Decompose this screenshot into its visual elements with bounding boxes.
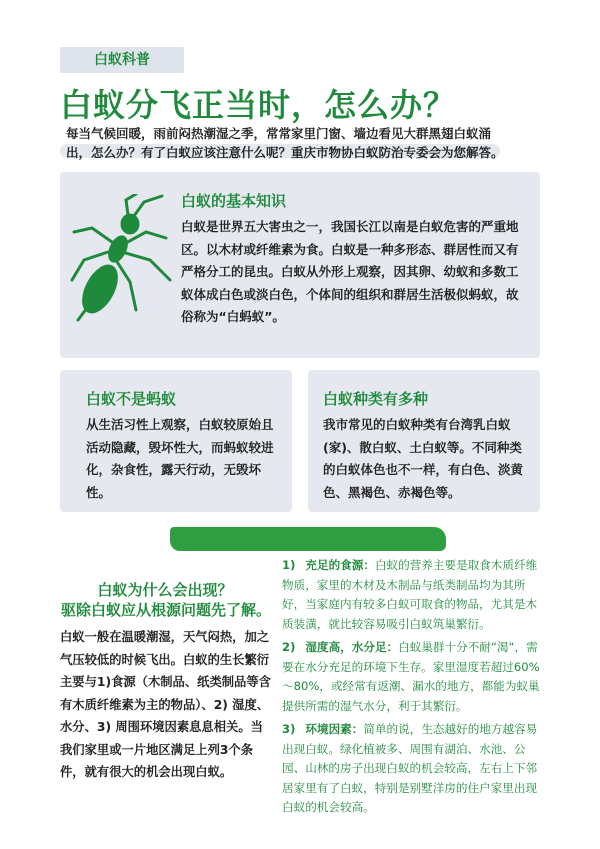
cause-item bbox=[282, 638, 544, 716]
cause-item bbox=[282, 720, 544, 818]
category-tag: 白蚁科普 bbox=[60, 47, 184, 73]
why-body: 白蚁一般在温暖潮湿，天气闷热，加之气压较低的时候飞出。白蚁的生长繁衍主要与1)食源（木制品、纸类制品等含有木质纤维素为主的物品）、2) 湿度、水分、3) 周围环境因素息息相关。当我们家里或一片地区满足上列3个条件，就有很大的机会出现白蚁。 bbox=[60, 630, 271, 779]
page-title: 白蚁分飞正当时，怎么办？ bbox=[60, 86, 457, 124]
basic-heading: 白蚁的基本知识 bbox=[181, 192, 287, 210]
not-ant-body: 从生活习性上观察，白蚁较原始且活动隐藏，毁坏性大，而蚂蚁较进化，杂食性，露天行动，无毁坏性。 bbox=[86, 417, 274, 500]
basic-body: 白蚁是世界五大害虫之一，我国长江以南是白蚁危害的严重地区。以木材或纤维素为食。白蚁是一种多形态、群居性而又有严格分工的昆虫。白蚁从外形上观察，因其卵、幼蚁和多数工蚁体成白色或淡白色，个体间的组织和群居生活极似蚂蚁，故俗称为“白蚂蚁”。 bbox=[181, 219, 519, 324]
cause-number: 2) bbox=[282, 640, 296, 654]
not-ant-card bbox=[60, 370, 292, 512]
cause-text: 白蚁的营养主要是取食木质纤维物质，家里的木材及木制品与纸类制品均为其所好，当家庭内有较多白蚁可取食的物品，尤其是木质装潢，就比较容易吸引白蚁筑巢繁衍。 bbox=[282, 558, 538, 631]
cause-text: 白蚁巢群十分不耐“渴“，需要在水分充足的环境下生存。家里湿度若超过60%～80%，或经常有返潮、漏水的地方，都能为蚁巢提供所需的湿气水分，利于其繁衍。 bbox=[282, 640, 540, 713]
species-card bbox=[308, 370, 540, 512]
why-question: 白蚁为什么会出现？ bbox=[97, 581, 233, 599]
cause-text: 简单的说，生态越好的地方越容易出现白蚁。绿化植被多、周围有湖泊、水池、公园、山林的房子出现白蚁的机会较高，左右上下邻居家里有了白蚁，特别是别墅洋房的住户家里出现白蚁的机会较高。 bbox=[282, 722, 538, 814]
section-divider-band bbox=[170, 527, 446, 551]
cause-number: 3) bbox=[282, 722, 296, 736]
intro-text: 每当气候回暖，雨前闷热潮湿之季，常常家里门窗、墙边看见大群黑翅白蚁涌出，怎么办？有了白蚁应该注意什么呢？重庆市物协白蚁防治专委会为您解答。 bbox=[66, 126, 504, 160]
not-ant-heading: 白蚁不是蚂蚁 bbox=[86, 390, 177, 408]
why-subtitle: 驱除白蚁应从根源问题先了解。 bbox=[60, 601, 271, 619]
ant-icon bbox=[70, 194, 174, 324]
basic-knowledge-card bbox=[60, 172, 540, 358]
cause-heading: 充足的食源： bbox=[305, 558, 375, 572]
cause-heading: 环境因素： bbox=[305, 722, 364, 736]
cause-item bbox=[282, 556, 544, 634]
species-heading: 白蚁种类有多种 bbox=[323, 390, 429, 408]
cause-number: 1) bbox=[282, 558, 296, 572]
species-body: 我市常见的白蚁种类有台湾乳白蚁(家)、散白蚁、土白蚁等。不同种类的白蚁体色也不一样，有白色、淡黄色、黑褐色、赤褐色等。 bbox=[323, 417, 524, 500]
cause-heading: 湿度高，水分足： bbox=[305, 640, 399, 654]
causes-list bbox=[282, 556, 544, 822]
